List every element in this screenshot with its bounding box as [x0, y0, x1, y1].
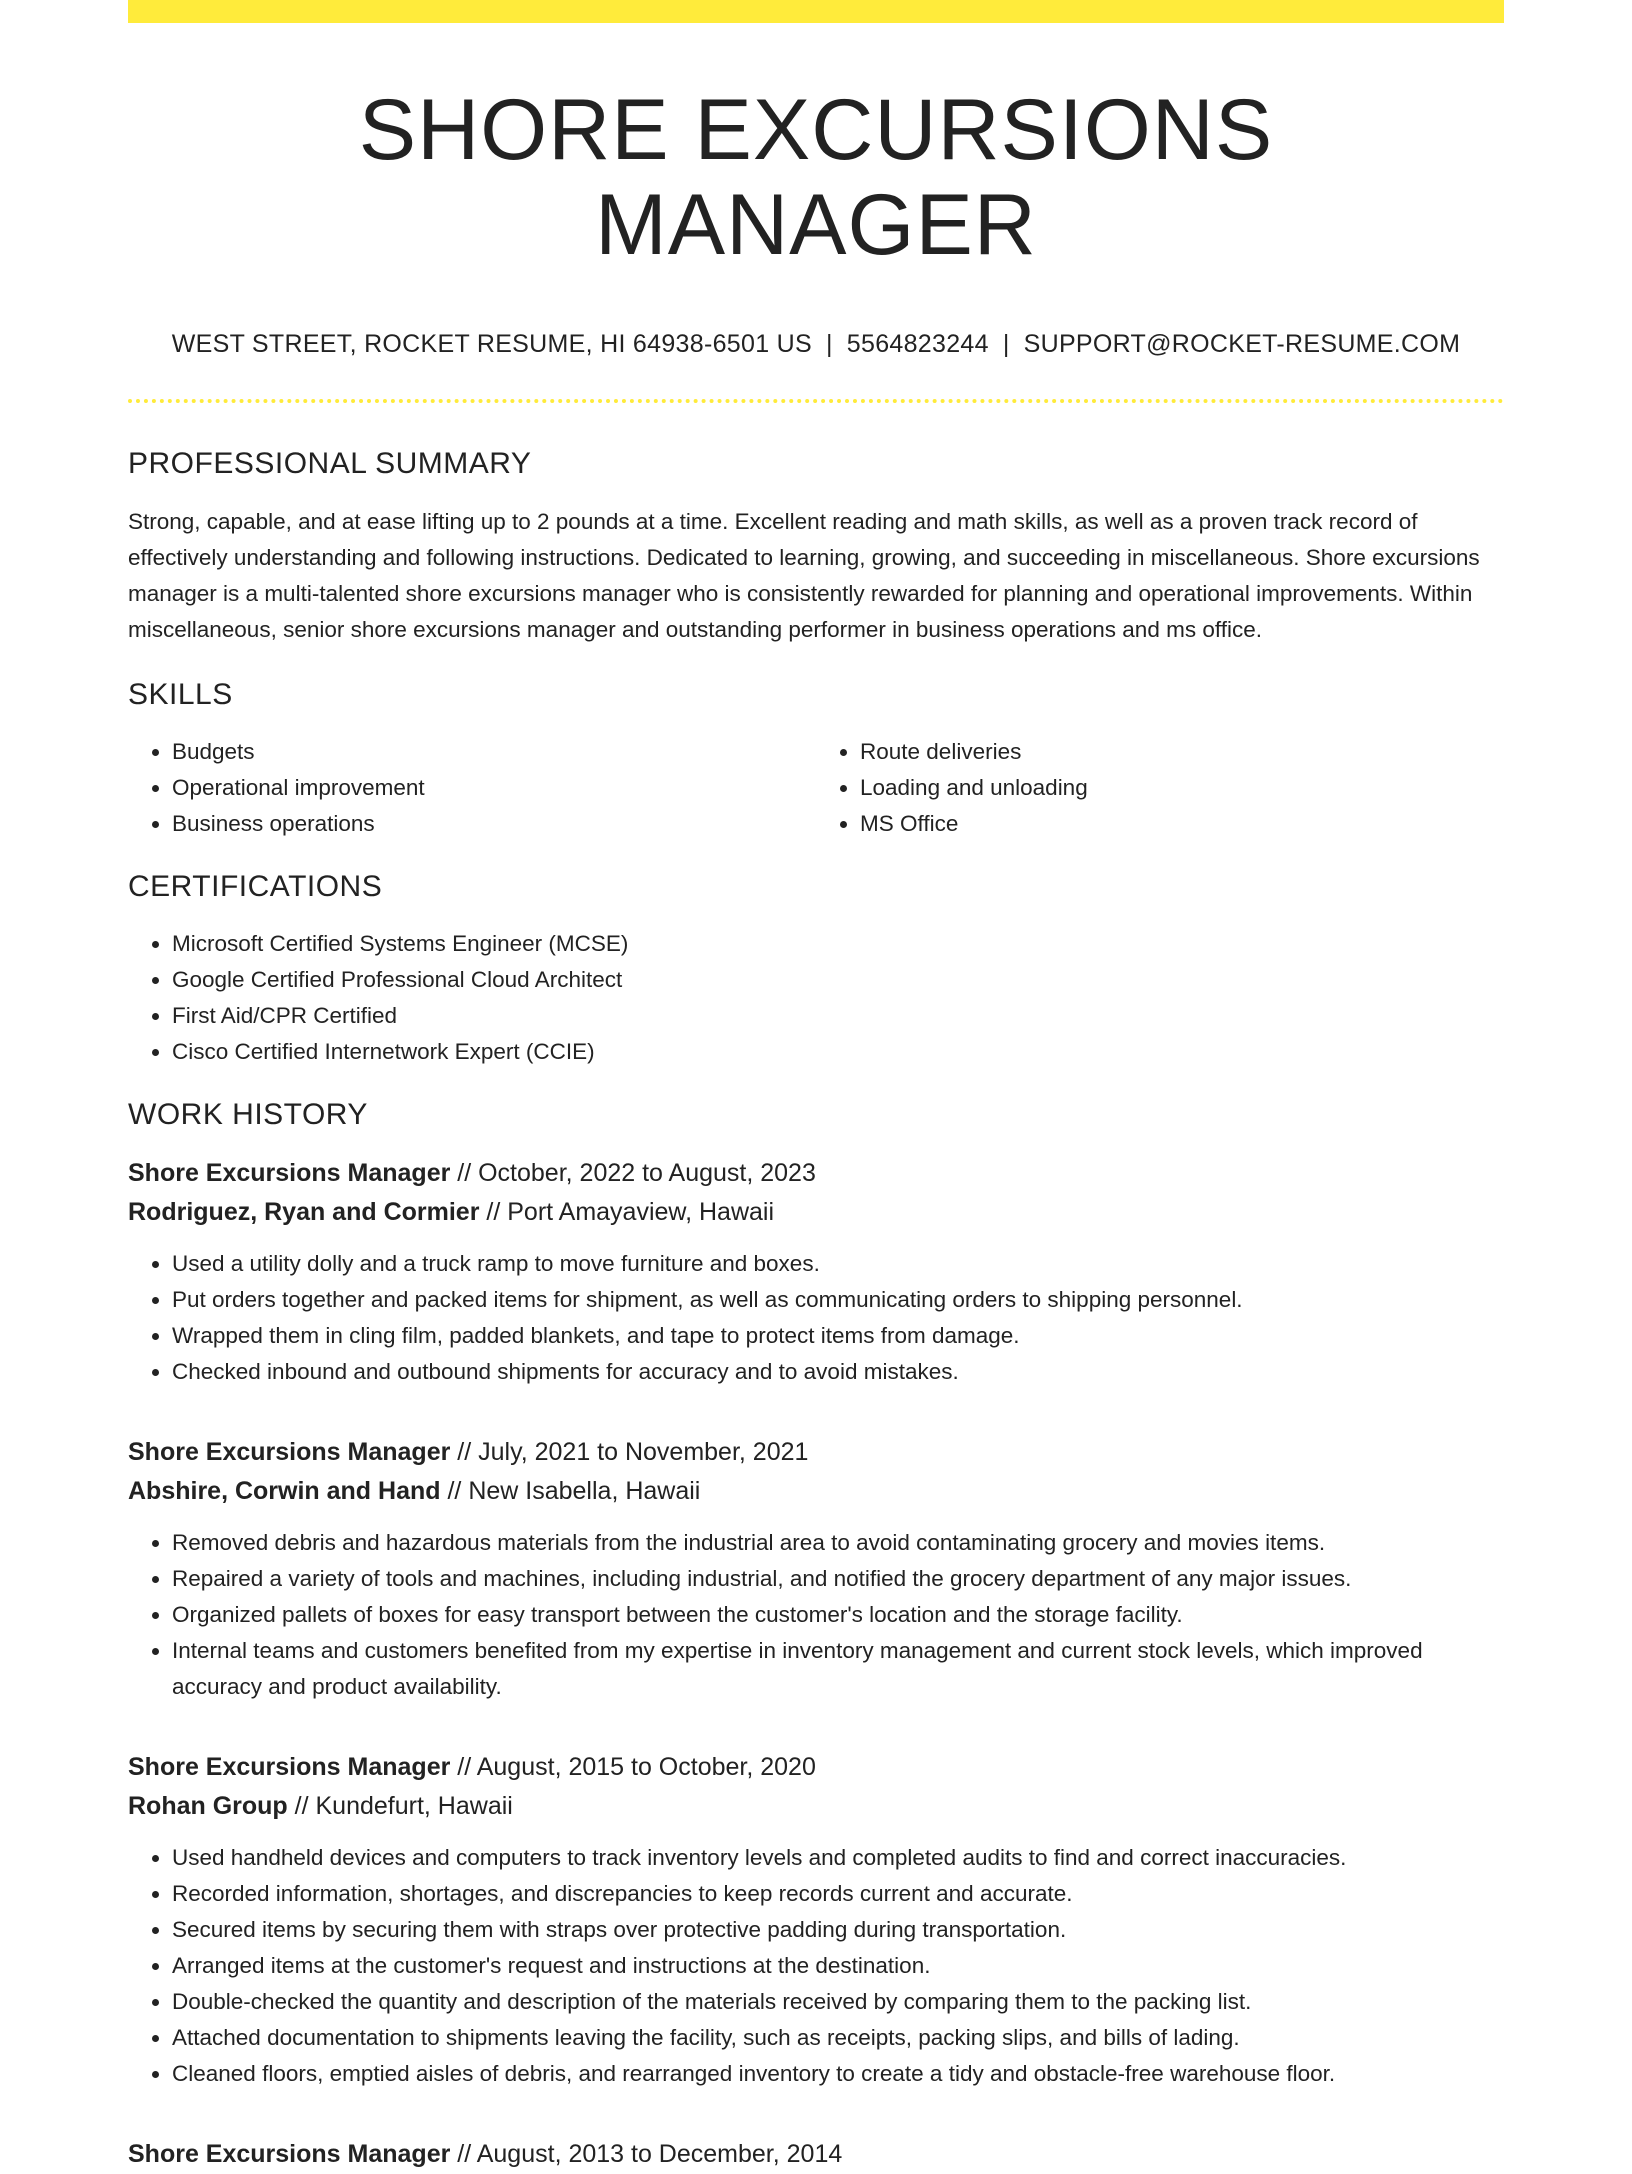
job-duties-list [128, 1246, 1504, 1390]
job-entry [128, 1154, 1504, 1390]
job-duty-item: • Internal teams and customers benefited from my expertise in inventory management and current stock levels, which improved accuracy and product availability. [172, 1633, 1504, 1705]
certification-item: • Google Certified Professional Cloud Architect [172, 962, 1504, 998]
skill-item: • Operational improvement [172, 770, 816, 806]
job-duties-list [128, 1840, 1504, 2092]
job-role-line [128, 2135, 1504, 2174]
job-duty-item: • Cleaned floors, emptied aisles of debris, and rearranged inventory to create a tidy and obstacle-free warehouse floor. [172, 2056, 1504, 2092]
job-dates: // October, 2022 to August, 2023 [450, 1159, 816, 1188]
resume-page [128, 0, 1504, 2174]
skills-column-left [128, 734, 816, 842]
contact-separator: | [1002, 330, 1010, 359]
job-duties-list [128, 1525, 1504, 1705]
job-duty-item: • Checked inbound and outbound shipments for accuracy and to avoid mistakes. [172, 1354, 1504, 1390]
job-dates: // August, 2015 to October, 2020 [450, 1753, 816, 1782]
job-role: Shore Excursions Manager [128, 2140, 451, 2169]
job-duty-item: • Recorded information, shortages, and discrepancies to keep records current and accurate. [172, 1876, 1504, 1912]
summary-text: Strong, capable, and at ease lifting up to 2 pounds at a time. Excellent reading and math skills, as well as a proven track record of effectively understanding and following instructions. Dedicated to learning, growing, and succeeding in miscellaneous. Shore excursions manager is a multi-talented shore excursions manager who is consistently rewarded for planning and operational improvements. Within miscellaneous, senior shore excursions manager and outstanding performer in business operations and ms office. [128, 509, 1480, 643]
job-duty-item: • Secured items by securing them with straps over protective padding during transportation. [172, 1912, 1504, 1948]
contact-phone: 5564823244 [846, 330, 989, 359]
job-duty-item: • Wrapped them in cling film, padded blankets, and tape to protect items from damage. [172, 1318, 1504, 1354]
dotted-divider [128, 399, 1504, 403]
certification-item: • Cisco Certified Internetwork Expert (CCIE) [172, 1034, 1504, 1070]
job-role-line [128, 1433, 1504, 1472]
skills-column-right [816, 734, 1504, 842]
resume-name-title: SHORE EXCURSIONS MANAGER [358, 82, 1274, 273]
job-location: // Port Amayaview, Hawaii [479, 1198, 775, 1227]
job-role: Shore Excursions Manager [128, 1753, 451, 1782]
job-role-line [128, 1748, 1504, 1787]
job-role: Shore Excursions Manager [128, 1159, 451, 1188]
job-duty-item: • Removed debris and hazardous materials from the industrial area to avoid contaminating grocery and movies items. [172, 1525, 1504, 1561]
skill-item: • MS Office [860, 806, 1504, 842]
job-company-line [128, 1472, 1504, 1511]
skill-item: • Business operations [172, 806, 816, 842]
job-role-line [128, 1154, 1504, 1193]
job-role: Shore Excursions Manager [128, 1438, 451, 1467]
job-duty-item: • Arranged items at the customer's request and instructions at the destination. [172, 1948, 1504, 1984]
job-dates: // August, 2013 to December, 2014 [450, 2140, 843, 2169]
job-company-line [128, 1193, 1504, 1232]
contact-line [128, 330, 1504, 359]
job-entry [128, 2135, 1504, 2174]
job-duty-item: • Double-checked the quantity and description of the materials received by comparing them to the packing list. [172, 1984, 1504, 2020]
certification-item: • Microsoft Certified Systems Engineer (MCSE) [172, 926, 1504, 962]
skill-item: • Budgets [172, 734, 816, 770]
certifications-list [128, 926, 1504, 1070]
work-history-heading: WORK HISTORY [128, 1098, 368, 1132]
job-duty-item: • Attached documentation to shipments leaving the facility, such as receipts, packing slips, and bills of lading. [172, 2020, 1504, 2056]
skills-heading: SKILLS [128, 678, 233, 712]
job-location: // New Isabella, Hawaii [440, 1477, 701, 1506]
certifications-heading: CERTIFICATIONS [128, 870, 383, 904]
job-company: Rohan Group [128, 1792, 288, 1821]
job-company: Abshire, Corwin and Hand [128, 1477, 441, 1506]
skill-item: • Loading and unloading [860, 770, 1504, 806]
job-duty-item: • Organized pallets of boxes for easy transport between the customer's location and the storage facility. [172, 1597, 1504, 1633]
job-entry [128, 1433, 1504, 1705]
job-entry [128, 1748, 1504, 2092]
job-company: Rodriguez, Ryan and Cormier [128, 1198, 480, 1227]
summary-heading: PROFESSIONAL SUMMARY [128, 447, 532, 481]
job-location: // Kundefurt, Hawaii [287, 1792, 513, 1821]
certification-item: • First Aid/CPR Certified [172, 998, 1504, 1034]
job-duty-item: • Used handheld devices and computers to track inventory levels and completed audits to find and correct inaccuracies. [172, 1840, 1504, 1876]
job-company-line [128, 1787, 1504, 1826]
skill-item: • Route deliveries [860, 734, 1504, 770]
contact-address: WEST STREET, ROCKET RESUME, HI 64938-6501 US [171, 330, 812, 359]
job-dates: // July, 2021 to November, 2021 [450, 1438, 809, 1467]
top-accent-bar [128, 0, 1504, 23]
job-duty-item: • Put orders together and packed items for shipment, as well as communicating orders to shipping personnel. [172, 1282, 1504, 1318]
job-duty-item: • Repaired a variety of tools and machines, including industrial, and notified the grocery department of any major issues. [172, 1561, 1504, 1597]
contact-email: SUPPORT@ROCKET-RESUME.COM [1023, 330, 1461, 359]
skills-list [128, 734, 1504, 842]
job-duty-item: • Used a utility dolly and a truck ramp to move furniture and boxes. [172, 1246, 1504, 1282]
contact-separator: | [825, 330, 833, 359]
